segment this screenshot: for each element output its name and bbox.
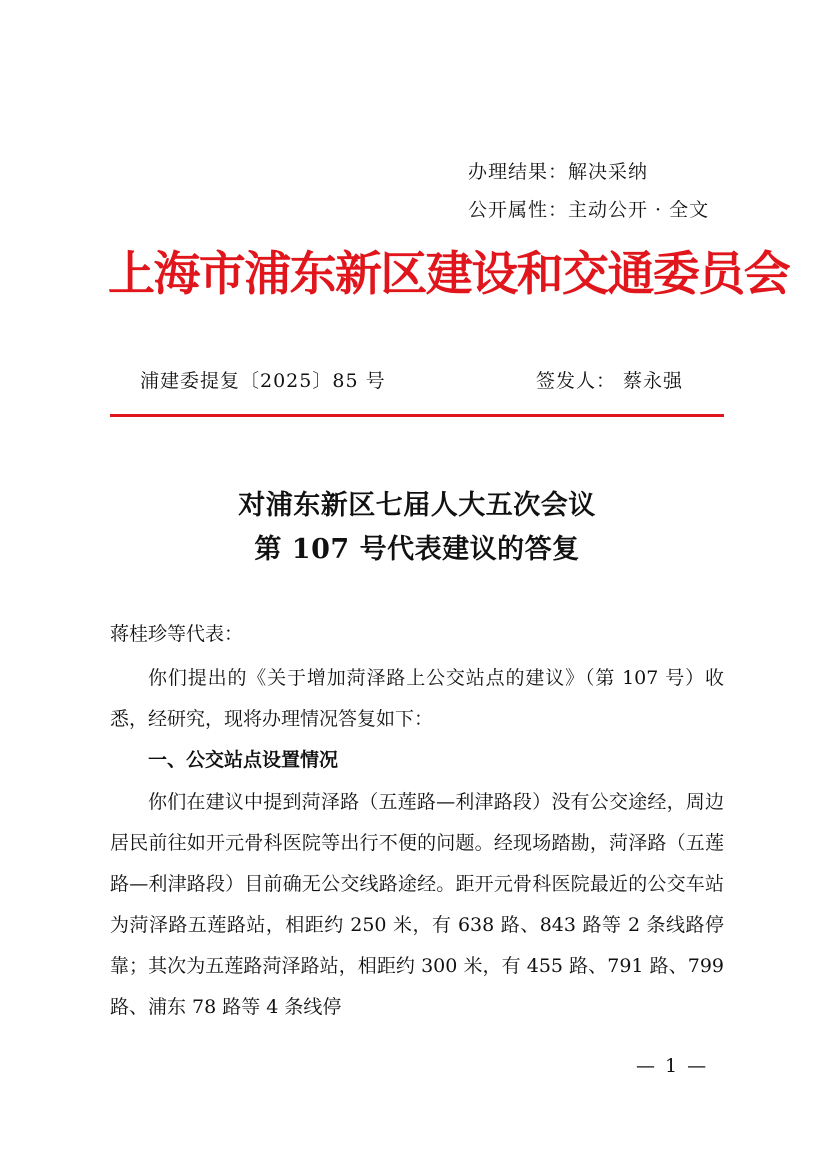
- document-title-line1: 对浦东新区七届人大五次会议: [238, 490, 596, 521]
- signer: 签发人： 蔡永强: [536, 370, 684, 392]
- paragraph-bus-stops: 你们在建议中提到菏泽路（五莲路—利津路段）没有公交途经，周边居民前往如开元骨科医院等出行不便的问题。经现场踏勘，菏泽路（五莲路—利津路段）目前确无公交线路途经。距开元骨科医院最近的公交车站为菏泽路五莲路站，相距约 250 米，有 638 路、843 路等 2 条线路停靠；其次为五莲路菏泽路站，相距约 300 米，有 455 路、791 路、799 路、浦东 78 路等 4 条线停: [110, 791, 724, 1018]
- document-number: 浦建委提复〔2025〕85 号: [140, 370, 386, 392]
- section-heading: 一、公交站点设置情况: [148, 749, 339, 771]
- page-number: — 1 —: [636, 1055, 709, 1077]
- paragraph-intro: 你们提出的《关于增加菏泽路上公交站点的建议》（第 107 号）收悉，经研究，现将办理情况答复如下：: [110, 667, 724, 730]
- salutation: 蒋桂珍等代表：: [110, 623, 244, 645]
- document-title-line2: 第 107 号代表建议的答复: [254, 534, 580, 565]
- red-divider: [110, 414, 724, 417]
- issuer-masthead: 上海市浦东新区建设和交通委员会: [108, 247, 789, 302]
- handling-result: 办理结果：解决采纳: [468, 161, 649, 183]
- disclosure-attribute: 公开属性：主动公开 · 全文: [468, 199, 710, 221]
